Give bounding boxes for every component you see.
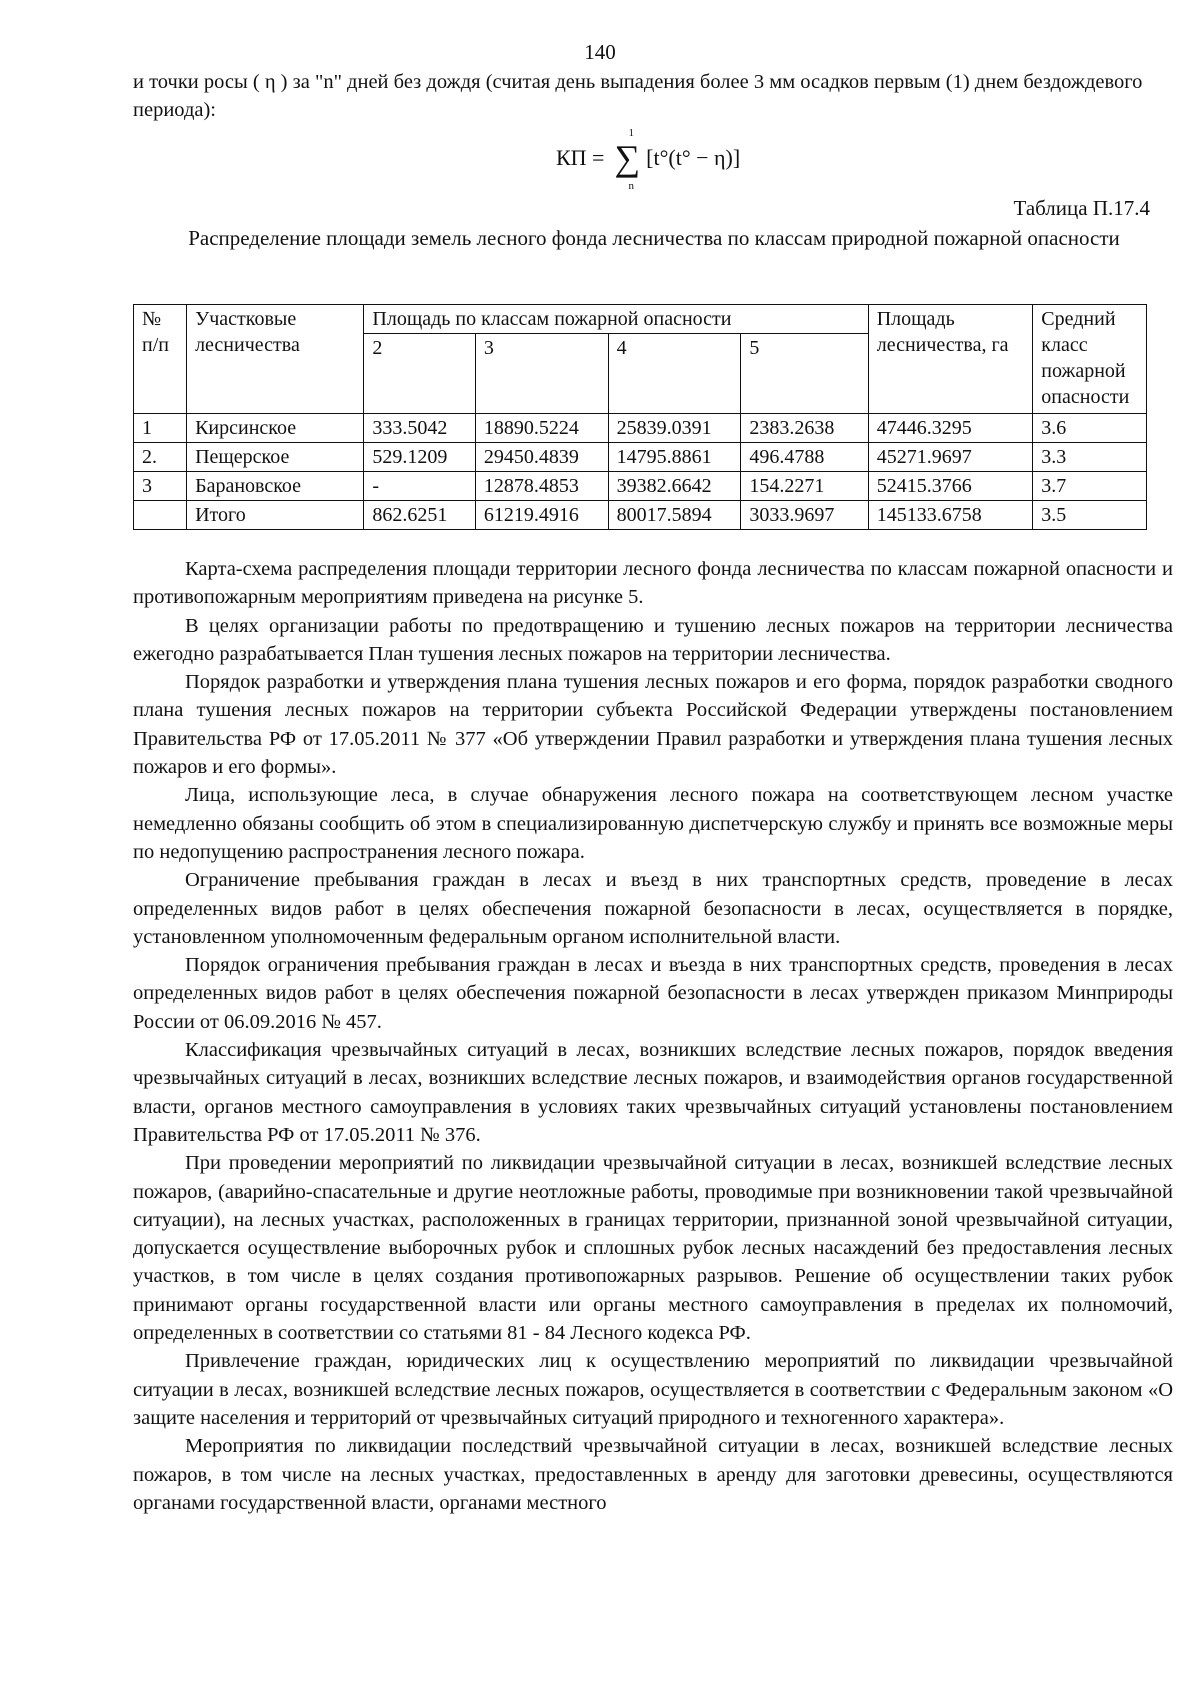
header-total-area: Площадь лесничества, га — [868, 305, 1033, 414]
header-class-5: 5 — [741, 334, 868, 414]
formula-lhs: КП = — [556, 145, 605, 170]
sum-symbol — [614, 127, 641, 192]
paragraph: Привлечение граждан, юридических лиц к осуществлению мероприятий по ликвидации чрезвычайной ситуации в лесах, возникшей вследствие лесных пожаров, осуществляется в соответствии с Федеральным законом «О защите населения и территорий от чрезвычайных ситуаций природного и техногенного характера». — [133, 1350, 1173, 1429]
paragraph: В целях организации работы по предотвращению и тушению лесных пожаров на территории лесничества ежегодно разрабатывается План тушения лесных пожаров на территории лесничества. — [133, 614, 1173, 665]
cell-class-2: 529.1209 — [364, 443, 475, 472]
paragraph: Карта-схема распределения площади территории лесного фонда лесничества по классам пожарной опасности и противопожарным мероприятиям приведена на рисунке 5. — [133, 558, 1173, 609]
intro-text: и точки росы ( η ) за "n" дней без дождя (считая день выпадения более 3 мм осадков первым (1) днем бездождевого периода): — [133, 71, 1143, 121]
header-class-3: 3 — [475, 334, 608, 414]
cell-class-3: 29450.4839 — [475, 443, 608, 472]
header-avg-class: Средний класс пожарной опасности — [1033, 305, 1147, 414]
paragraph: Порядок разработки и утверждения плана тушения лесных пожаров и его форма, порядок разработки сводного плана тушения лесных пожаров на территории субъекта Российской Федерации утверждены постановлением Правительства РФ от 17.05.2011 № 377 «Об утверждении Правил разработки и утверждения плана тушения лесных пожаров и его формы». — [133, 671, 1173, 779]
table-row — [134, 443, 1147, 472]
page-number: 140 — [584, 40, 616, 64]
cell-class-2: 862.6251 — [364, 501, 475, 530]
cell-total-area: 45271.9697 — [868, 443, 1033, 472]
cell-class-5: 2383.2638 — [741, 414, 868, 443]
header-district: Участковые лесничества — [187, 305, 364, 414]
cell-class-3: 61219.4916 — [475, 501, 608, 530]
cell-avg-class: 3.6 — [1033, 414, 1147, 443]
cell-num: 2. — [134, 443, 187, 472]
cell-class-2: - — [364, 472, 475, 501]
cell-class-4: 14795.8861 — [608, 443, 741, 472]
table-total-row — [134, 501, 1147, 530]
body-text — [133, 555, 1173, 1517]
cell-class-2: 333.5042 — [364, 414, 475, 443]
cell-num — [134, 501, 187, 530]
paragraph: Лица, использующие леса, в случае обнаружения лесного пожара на соответствующем лесном участке немедленно обязаны сообщить об этом в специализированную диспетчерскую службу и принять все возможные меры по недопущению распространения лесного пожара. — [133, 784, 1173, 863]
cell-class-4: 39382.6642 — [608, 472, 741, 501]
table-header-row — [134, 305, 1147, 334]
cell-district: Итого — [187, 501, 364, 530]
cell-avg-class: 3.5 — [1033, 501, 1147, 530]
cell-class-3: 12878.4853 — [475, 472, 608, 501]
cell-class-3: 18890.5224 — [475, 414, 608, 443]
cell-num: 1 — [134, 414, 187, 443]
cell-class-5: 496.4788 — [741, 443, 868, 472]
cell-num: 3 — [134, 472, 187, 501]
cell-district: Кирсинское — [187, 414, 364, 443]
cell-total-area: 145133.6758 — [868, 501, 1033, 530]
cell-class-5: 154.2271 — [741, 472, 868, 501]
paragraph: При проведении мероприятий по ликвидации чрезвычайной ситуации в лесах, возникшей вследствие лесных пожаров, (аварийно-спасательные и другие неотложные работы, проводимые при возникновении такой чрезвычайной ситуации), на лесных участках, расположенных в границах территории, признанной зоной чрезвычайной ситуации, допускается осуществление выборочных рубок и сплошных рубок лесных насаждений без предоставления лесных участков, в том числе в целях создания противопожарных разрывов. Решение об осуществлении таких рубок принимают органы государственной власти или органы местного самоуправления в пределах их полномочий, определенных в соответствии со статьями 81 - 84 Лесного кодекса РФ. — [133, 1152, 1173, 1345]
paragraph: Ограничение пребывания граждан в лесах и въезд в них транспортных средств, проведение в лесах определенных видов работ в целях обеспечения пожарной безопасности в лесах, осуществляется в порядке, установленном уполномоченным федеральным органом исполнительной власти. — [133, 869, 1173, 948]
cell-district: Пещерское — [187, 443, 364, 472]
cell-district: Барановское — [187, 472, 364, 501]
sum-upper-limit: 1 — [628, 127, 634, 139]
cell-avg-class: 3.3 — [1033, 443, 1147, 472]
paragraph: Порядок ограничения пребывания граждан в лесах и въезда в них транспортных средств, проведения в лесах определенных видов работ в целях обеспечения пожарной безопасности в лесах утвержден приказом Минприроды России от 06.09.2016 № 457. — [133, 954, 1173, 1033]
table-title: Распределение площади земель лесного фонда лесничества по классам природной пожарной опасности — [188, 226, 1120, 250]
paragraph: Мероприятия по ликвидации последствий чрезвычайной ситуации в лесах, возникшей вследствие лесных пожаров, в том числе на лесных участках, предоставленных в аренду для заготовки древесины, осуществляются органами государственной власти, органами местного — [133, 1435, 1173, 1514]
fire-class-table — [133, 304, 1147, 530]
cell-class-5: 3033.9697 — [741, 501, 868, 530]
header-area-by-class: Площадь по классам пожарной опасности — [364, 305, 868, 334]
sum-sign: ∑ — [614, 138, 641, 178]
header-class-4: 4 — [608, 334, 741, 414]
cell-class-4: 80017.5894 — [608, 501, 741, 530]
cell-total-area: 47446.3295 — [868, 414, 1033, 443]
header-class-2: 2 — [364, 334, 475, 414]
fire-index-formula — [556, 127, 741, 192]
cell-class-4: 25839.0391 — [608, 414, 741, 443]
cell-total-area: 52415.3766 — [868, 472, 1033, 501]
paragraph: Классификация чрезвычайных ситуаций в лесах, возникших вследствие лесных пожаров, порядок введения чрезвычайных ситуаций в лесах, возникших вследствие лесных пожаров, и взаимодействия органов государственной власти, органов местного самоуправления в условиях таких чрезвычайных ситуаций установлены постановлением Правительства РФ от 17.05.2011 № 376. — [133, 1039, 1173, 1146]
table-label: Таблица П.17.4 — [1013, 196, 1150, 220]
table-row — [134, 414, 1147, 443]
sum-lower-limit: n — [628, 180, 634, 192]
formula-body: [t°(t° − η)] — [646, 145, 741, 170]
cell-avg-class: 3.7 — [1033, 472, 1147, 501]
header-num: № п/п — [134, 305, 187, 414]
table-row — [134, 472, 1147, 501]
